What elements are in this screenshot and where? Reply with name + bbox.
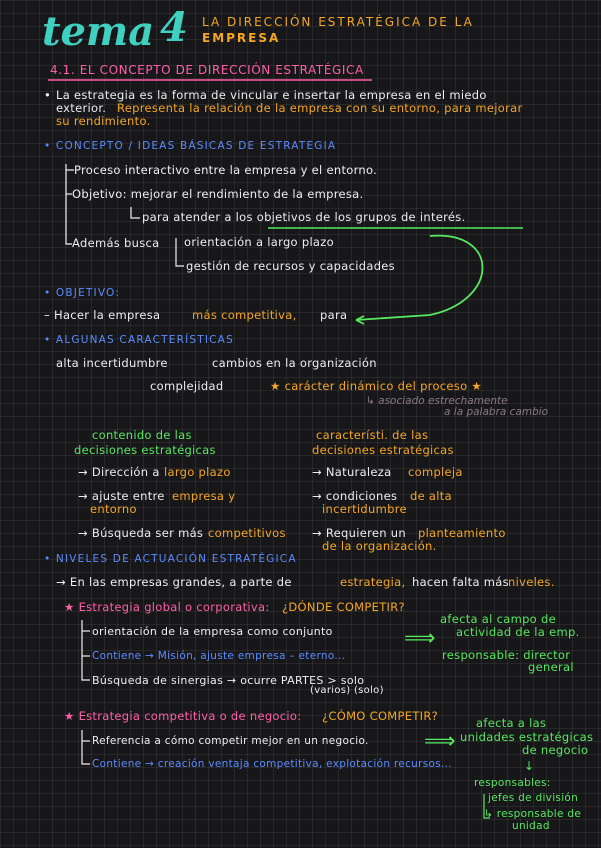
competitiva-resp2: jefes de división bbox=[488, 792, 579, 804]
concepto-heading: • CONCEPTO / IDEAS BÁSICAS DE ESTRATEGIA bbox=[44, 140, 337, 152]
competitiva-down-icon: ↓ bbox=[524, 759, 535, 773]
intro-line2a: exterior. bbox=[56, 101, 107, 115]
caracteristica-b: cambios en la organización bbox=[212, 356, 377, 370]
caract-i2b: de alta bbox=[410, 489, 452, 503]
global-title: ★ Estrategia global o corporativa: bbox=[64, 600, 270, 614]
concepto-item3-a: orientación a largo plazo bbox=[184, 235, 334, 249]
contenido-i3b: competitivos bbox=[208, 526, 286, 540]
global-note1: afecta al campo de bbox=[440, 612, 556, 626]
global-note2: actividad de la emp. bbox=[456, 625, 580, 639]
competitiva-resp1: responsables: bbox=[474, 777, 551, 789]
section-heading: 4.1. EL CONCEPTO DE DIRECCIÓN ESTRATÉGICA bbox=[50, 63, 364, 77]
competitiva-note1: afecta a las bbox=[476, 716, 547, 730]
concepto-item1: Proceso interactivo entre la empresa y el entorno. bbox=[74, 163, 378, 177]
competitiva-item2: Contiene → creación ventaja competitiva, explotación recursos... bbox=[92, 758, 452, 770]
concepto-item2-sub: para atender a los objetivos de los grupos de interés. bbox=[142, 210, 466, 224]
competitiva-item1: Referencia a cómo competir mejor en un negocio. bbox=[92, 735, 369, 747]
objetivo-line-c: para bbox=[320, 308, 348, 322]
competitiva-note3: de negocio bbox=[522, 743, 589, 757]
caract-i2c: incertidumbre bbox=[322, 502, 407, 516]
caract-head1: característi. de las bbox=[316, 428, 429, 442]
competitiva-question: ¿CÓMO COMPETIR? bbox=[322, 709, 439, 723]
objetivo-line-a: – Hacer la empresa bbox=[44, 308, 161, 322]
contenido-i1b: largo plazo bbox=[164, 465, 231, 479]
caracteristica-a: alta incertidumbre bbox=[56, 356, 168, 370]
intro-line2b: Representa la relación de la empresa con su entorno, para mejorar bbox=[117, 101, 523, 115]
contenido-i3a: → Búsqueda ser más bbox=[78, 526, 204, 540]
niveles-line-c: hacen falta más bbox=[412, 575, 509, 589]
niveles-line-a: → En las empresas grandes, a parte de bbox=[56, 575, 292, 589]
competitiva-arrow-icon: ⟹ bbox=[424, 729, 456, 754]
competitiva-note2: unidades estratégicas bbox=[460, 730, 594, 744]
caracteristica-note2: a la palabra cambio bbox=[444, 406, 549, 418]
niveles-line-d: niveles. bbox=[508, 575, 555, 589]
concepto-item3-b: gestión de recursos y capacidades bbox=[186, 259, 395, 273]
global-item3-sub: (varios) (solo) bbox=[310, 685, 384, 696]
concepto-item2: Objetivo: mejorar el rendimiento de la empresa. bbox=[72, 187, 364, 201]
global-note4: general bbox=[528, 660, 574, 674]
caract-i2a: → condiciones bbox=[312, 489, 398, 503]
caract-i3c: de la organización. bbox=[322, 539, 437, 553]
title-number: 4 bbox=[160, 4, 188, 51]
competitiva-title: ★ Estrategia competitiva o de negocio: bbox=[64, 709, 302, 723]
caract-i1a: → Naturaleza bbox=[312, 465, 392, 479]
niveles-heading: • NIVELES DE ACTUACIÓN ESTRATÉGICA bbox=[44, 553, 297, 565]
caract-i1b: compleja bbox=[408, 465, 463, 479]
intro-line1: La estrategia es la forma de vincular e insertar la empresa en el miedo bbox=[56, 88, 487, 102]
title-subtitle-line2: EMPRESA bbox=[202, 31, 281, 45]
global-item2: Contiene → Misión, ajuste empresa – eterno... bbox=[92, 650, 346, 662]
contenido-i2b: empresa y bbox=[172, 489, 236, 503]
contenido-i2c: entorno bbox=[90, 502, 137, 516]
global-item1: orientación de la empresa como conjunto bbox=[92, 625, 333, 638]
title-word: tema bbox=[42, 8, 155, 55]
caracteristica-note1: ↳ asociado estrechamente bbox=[366, 395, 508, 407]
contenido-head2: decisiones estratégicas bbox=[74, 443, 216, 457]
caract-i3b: planteamiento bbox=[418, 526, 506, 540]
intro-bullet: • bbox=[44, 88, 52, 102]
objetivo-heading: • OBJETIVO: bbox=[44, 287, 121, 299]
competitiva-resp4: unidad bbox=[512, 820, 550, 832]
global-question: ¿DÓNDE COMPETIR? bbox=[282, 600, 405, 614]
caract-i3a: → Requieren un bbox=[312, 526, 406, 540]
contenido-i2a: → ajuste entre bbox=[78, 489, 165, 503]
caracteristicas-heading: • ALGUNAS CARACTERÍSTICAS bbox=[44, 334, 234, 346]
global-item3: Búsqueda de sinergias → ocurre PARTES > solo bbox=[92, 674, 365, 687]
caracteristica-c: complejidad bbox=[150, 379, 224, 393]
title-subtitle-line1: LA DIRECCIÓN ESTRATÉGICA DE LA bbox=[202, 15, 474, 29]
global-arrow-icon: ⟹ bbox=[404, 626, 436, 651]
global-note3: responsable: director bbox=[442, 648, 571, 662]
caracteristica-d: ★ carácter dinámico del proceso ★ bbox=[270, 379, 482, 393]
objetivo-line-b: más competitiva, bbox=[192, 308, 297, 322]
intro-line3: su rendimiento. bbox=[56, 114, 151, 128]
contenido-i1a: → Dirección a bbox=[78, 465, 160, 479]
contenido-head1: contenido de las bbox=[92, 428, 192, 442]
caract-head2: decisiones estratégicas bbox=[312, 443, 454, 457]
competitiva-resp3: ↳ responsable de bbox=[484, 808, 582, 820]
niveles-line-b: estrategia, bbox=[340, 575, 406, 589]
concepto-item3-label: Además busca bbox=[72, 236, 160, 250]
